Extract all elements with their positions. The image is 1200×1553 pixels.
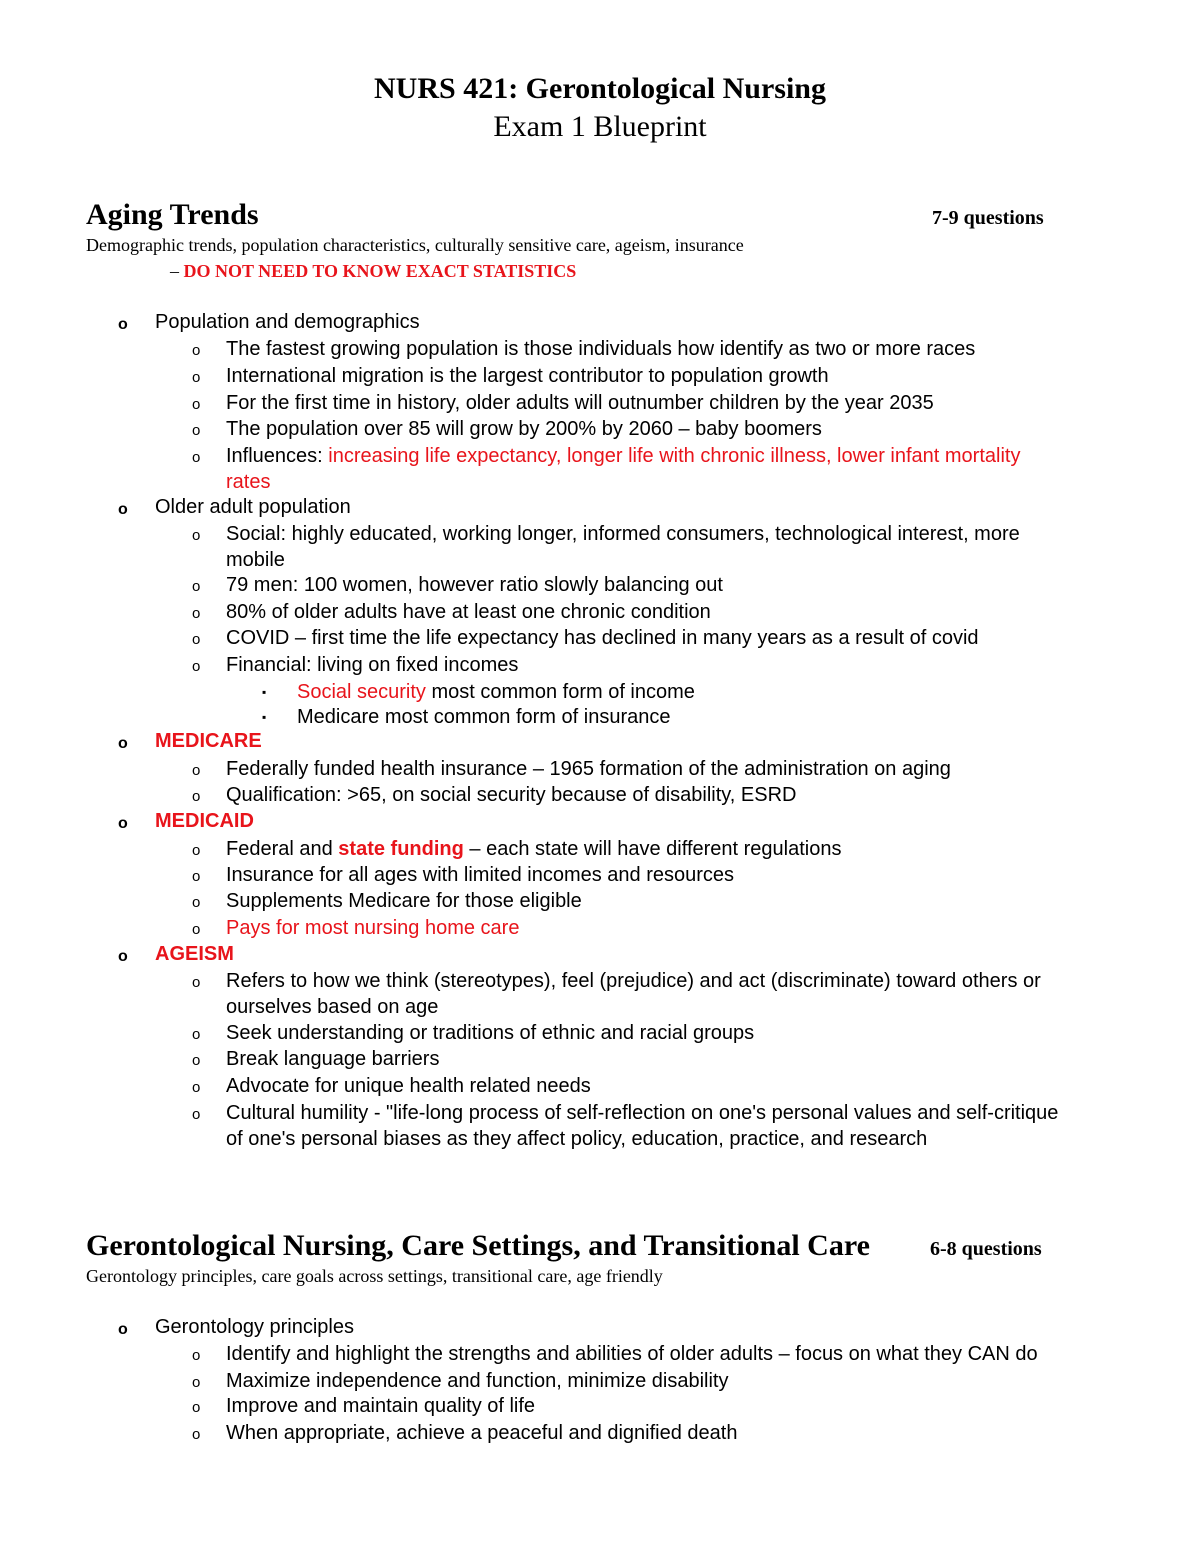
statistics-warning: DO NOT NEED TO KNOW EXACT STATISTICS xyxy=(183,261,577,281)
list-item: Improve and maintain quality of life xyxy=(226,1395,536,1417)
list-item: Medicare most common form of insurance xyxy=(297,706,671,728)
section-heading-gerontological-nursing: Gerontological Nursing, Care Settings, and Transitional Care xyxy=(86,1229,870,1262)
list-item-federal-funding: Federal and state funding – each state will have different regulations xyxy=(226,838,842,860)
bullet-icon: o xyxy=(192,396,201,413)
bullet-icon: o xyxy=(118,1321,128,1338)
document-subtitle: Exam 1 Blueprint xyxy=(493,110,707,143)
bullet-icon: o xyxy=(192,605,201,622)
bullet-icon: o xyxy=(192,974,201,991)
list-item-social-security: Social security most common form of income xyxy=(297,681,695,703)
bullet-icon: o xyxy=(192,631,201,648)
list-item-continuation: ourselves based on age xyxy=(226,996,439,1018)
list-item: Maximize independence and function, minimize disability xyxy=(226,1370,729,1392)
list-item-older-adult: Older adult population xyxy=(155,496,351,518)
list-item-ageism: AGEISM xyxy=(155,943,234,965)
document-title: NURS 421: Gerontological Nursing xyxy=(374,72,826,105)
bullet-icon: o xyxy=(192,842,201,859)
list-item: Social: highly educated, working longer, informed consumers, technological interest, more xyxy=(226,523,1020,545)
bullet-icon: o xyxy=(118,316,128,333)
list-item-medicare: MEDICARE xyxy=(155,730,262,752)
list-item: COVID – first time the life expectancy has declined in many years as a result of covid xyxy=(226,627,979,649)
list-item: Cultural humility - "life-long process of self-reflection on one's personal values and self-critique xyxy=(226,1102,1059,1124)
bullet-icon: o xyxy=(192,1106,201,1123)
list-item-population: Population and demographics xyxy=(155,311,420,333)
list-item: Financial: living on fixed incomes xyxy=(226,654,519,676)
list-item: Break language barriers xyxy=(226,1048,440,1070)
list-item: For the first time in history, older adults will outnumber children by the year 2035 xyxy=(226,392,934,414)
bullet-icon: o xyxy=(192,422,201,439)
section-question-count: 6-8 questions xyxy=(930,1238,1042,1260)
list-item: When appropriate, achieve a peaceful and dignified death xyxy=(226,1422,738,1444)
list-item: Federally funded health insurance – 1965 formation of the administration on aging xyxy=(226,758,951,780)
bullet-icon: o xyxy=(118,815,128,832)
bullet-icon: o xyxy=(192,1079,201,1096)
list-item: Insurance for all ages with limited incomes and resources xyxy=(226,864,735,886)
bullet-icon: o xyxy=(192,1426,201,1443)
bullet-icon: o xyxy=(192,1052,201,1069)
section-question-count: 7-9 questions xyxy=(932,207,1044,229)
bullet-icon: o xyxy=(192,921,201,938)
list-item-influences: Influences: increasing life expectancy, longer life with chronic illness, lower infant mortality xyxy=(226,445,1021,467)
list-item-continuation: of one's personal biases as they affect policy, education, practice, and research xyxy=(226,1128,928,1150)
bullet-icon: o xyxy=(192,527,201,544)
bullet-icon: o xyxy=(192,1347,201,1364)
list-item-principles: Gerontology principles xyxy=(155,1316,354,1338)
bullet-icon: o xyxy=(192,342,201,359)
square-bullet-icon: ▪ xyxy=(262,710,267,724)
statistics-note: – DO NOT NEED TO KNOW EXACT STATISTICS xyxy=(170,261,577,281)
bullet-icon: o xyxy=(118,948,128,965)
list-item-medicaid: MEDICAID xyxy=(155,810,254,832)
bullet-icon: o xyxy=(192,762,201,779)
list-item: Qualification: >65, on social security because of disability, ESRD xyxy=(226,784,797,806)
bullet-icon: o xyxy=(192,369,201,386)
list-item: Identify and highlight the strengths and abilities of older adults – focus on what they CAN do xyxy=(226,1343,1038,1365)
list-item: Pays for most nursing home care xyxy=(226,917,520,939)
section-description: Demographic trends, population characteristics, culturally sensitive care, ageism, insurance xyxy=(86,235,744,255)
bullet-icon: o xyxy=(192,1399,201,1416)
bullet-icon: o xyxy=(192,868,201,885)
list-item: The fastest growing population is those individuals how identify as two or more races xyxy=(226,338,976,360)
list-item: International migration is the largest contributor to population growth xyxy=(226,365,829,387)
bullet-icon: o xyxy=(192,658,201,675)
bullet-icon: o xyxy=(192,894,201,911)
square-bullet-icon: ▪ xyxy=(262,685,267,699)
bullet-icon: o xyxy=(192,788,201,805)
bullet-icon: o xyxy=(118,735,128,752)
list-item-continuation: mobile xyxy=(226,549,285,571)
list-item: The population over 85 will grow by 200% by 2060 – baby boomers xyxy=(226,418,822,440)
bullet-icon: o xyxy=(192,578,201,595)
bullet-icon: o xyxy=(192,449,201,466)
list-item: 79 men: 100 women, however ratio slowly balancing out xyxy=(226,574,723,596)
bullet-icon: o xyxy=(192,1026,201,1043)
list-item: Supplements Medicare for those eligible xyxy=(226,890,582,912)
list-item: Refers to how we think (stereotypes), feel (prejudice) and act (discriminate) toward others or xyxy=(226,970,1041,992)
section-heading-aging-trends: Aging Trends xyxy=(86,198,259,231)
section-description: Gerontology principles, care goals across settings, transitional care, age friendly xyxy=(86,1266,663,1286)
list-item: Advocate for unique health related needs xyxy=(226,1075,591,1097)
list-item-continuation: rates xyxy=(226,471,271,493)
list-item: 80% of older adults have at least one chronic condition xyxy=(226,601,711,623)
bullet-icon: o xyxy=(192,1374,201,1391)
bullet-icon: o xyxy=(118,501,128,518)
list-item: Seek understanding or traditions of ethnic and racial groups xyxy=(226,1022,755,1044)
